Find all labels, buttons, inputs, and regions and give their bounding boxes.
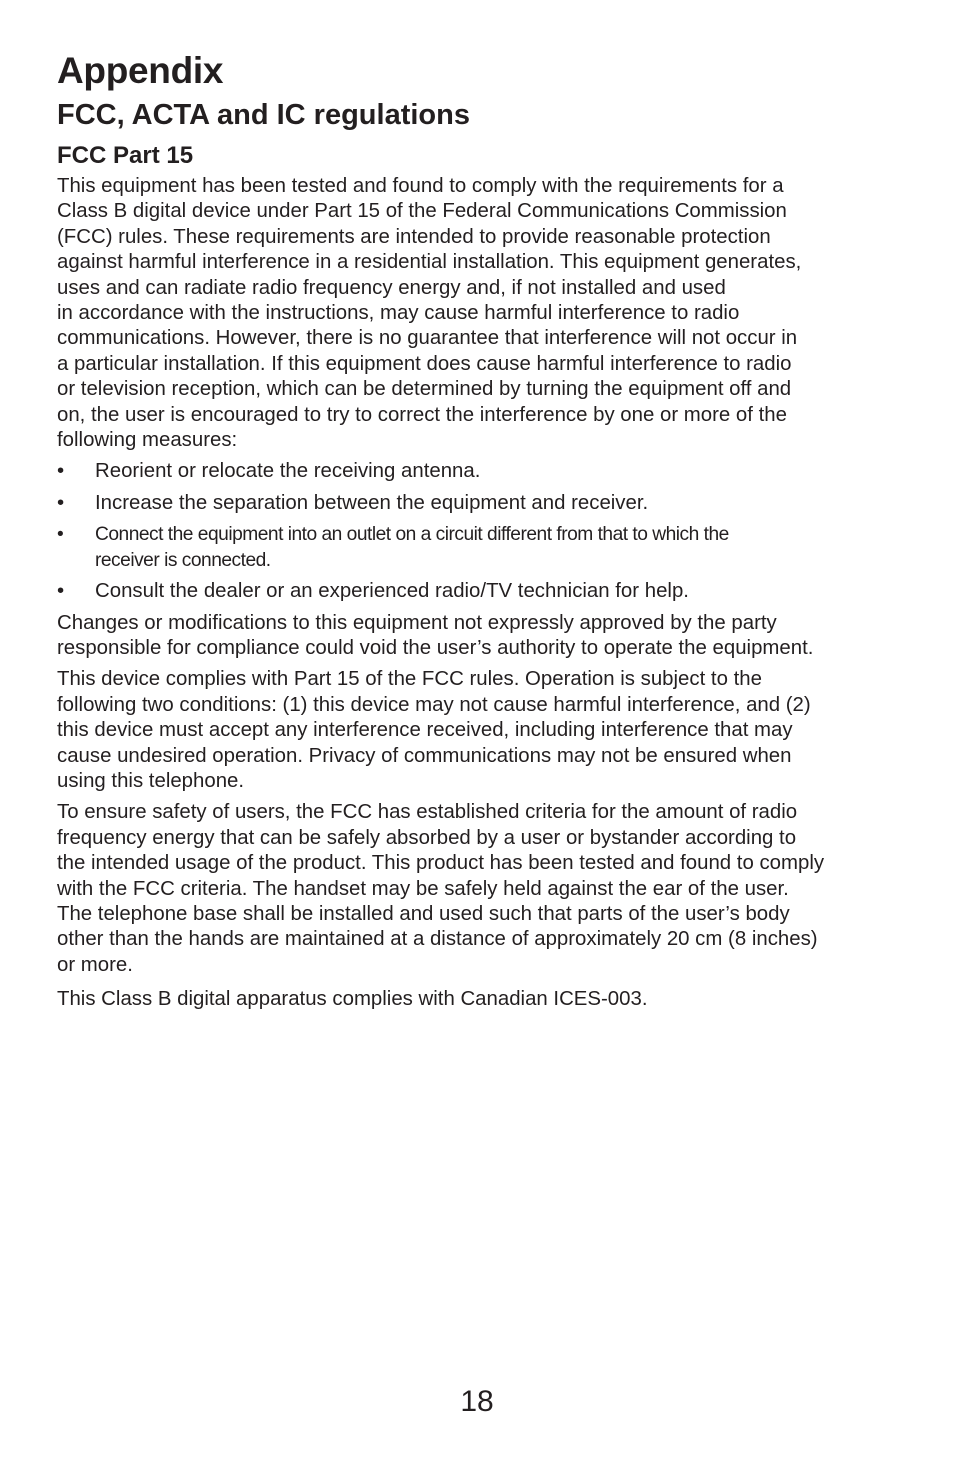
page-title: Appendix — [57, 50, 224, 91]
intro-paragraph — [57, 174, 907, 453]
bullet-glyph: • — [57, 580, 65, 603]
page-number: 18 — [460, 1385, 494, 1418]
list-item-text: Increase the separation between the equipment and receiver. — [95, 491, 649, 514]
text-line: against harmful interference in a residential installation. This equipment generates, — [57, 251, 802, 274]
measures-list — [57, 459, 907, 604]
text-line: The telephone base shall be installed and used such that parts of the user’s body — [57, 902, 790, 925]
text-line: this device must accept any interference received, including interference that may — [57, 719, 793, 742]
list-item-text: receiver is connected. — [95, 549, 271, 571]
bullet-glyph: • — [57, 491, 65, 514]
text-line: This equipment has been tested and found to comply with the requirements for a — [57, 175, 784, 197]
text-line: responsible for compliance could void the user’s authority to operate the equipment. — [57, 636, 814, 659]
text-line: or television reception, which can be determined by turning the equipment off and — [57, 378, 792, 401]
text-line: To ensure safety of users, the FCC has established criteria for the amount of radio — [57, 801, 798, 824]
bullet-glyph: • — [57, 524, 64, 546]
text-line: other than the hands are maintained at a distance of approximately 20 cm (8 inches) — [57, 928, 818, 951]
ices-paragraph — [57, 987, 907, 1012]
changes-paragraph — [57, 611, 907, 662]
safety-paragraph — [57, 800, 907, 978]
text-line: This device complies with Part 15 of the FCC rules. Operation is subject to the — [57, 668, 762, 691]
subsection-heading: FCC Part 15 — [57, 142, 194, 169]
text-line: communications. However, there is no guarantee that interference will not occur in — [57, 327, 798, 350]
document-page — [57, 48, 907, 1013]
text-line: a particular installation. If this equipment does cause harmful interference to radio — [57, 352, 792, 375]
text-line: with the FCC criteria. The handset may be safely held against the ear of the user. — [57, 877, 789, 900]
text-line: in accordance with the instructions, may cause harmful interference to radio — [57, 302, 740, 325]
text-line: cause undesired operation. Privacy of communications may not be ensured when — [57, 744, 792, 767]
section-heading: FCC, ACTA and IC regulations — [57, 99, 470, 131]
list-item — [57, 459, 907, 484]
text-line: Changes or modifications to this equipment not expressly approved by the party — [57, 611, 777, 634]
text-line: the intended usage of the product. This product has been tested and found to comply — [57, 852, 825, 875]
bullet-glyph: • — [57, 460, 65, 483]
text-line: on, the user is encouraged to try to correct the interference by one or more of the — [57, 403, 787, 426]
text-line: uses and can radiate radio frequency energy and, if not installed and used — [57, 276, 726, 299]
text-line: This Class B digital apparatus complies with Canadian ICES-003. — [57, 988, 648, 1011]
text-line: or more. — [57, 953, 133, 976]
compliance-paragraph — [57, 667, 907, 794]
text-line: frequency energy that can be safely absorbed by a user or bystander according to — [57, 826, 797, 849]
list-item-text: Reorient or relocate the receiving antenna. — [95, 460, 481, 483]
list-item — [57, 491, 907, 516]
text-line: Class B digital device under Part 15 of the Federal Communications Commission — [57, 200, 787, 223]
text-line: following measures: — [57, 429, 238, 452]
list-item-text: Consult the dealer or an experienced radio/TV technician for help. — [95, 580, 689, 603]
list-item — [57, 579, 907, 604]
list-item-text: Connect the equipment into an outlet on a circuit different from that to which the — [95, 524, 729, 546]
text-line: (FCC) rules. These requirements are intended to provide reasonable protection — [57, 225, 771, 248]
list-item — [57, 522, 907, 573]
text-line: following two conditions: (1) this device may not cause harmful interference, and (2) — [57, 693, 811, 716]
text-line: using this telephone. — [57, 769, 245, 792]
